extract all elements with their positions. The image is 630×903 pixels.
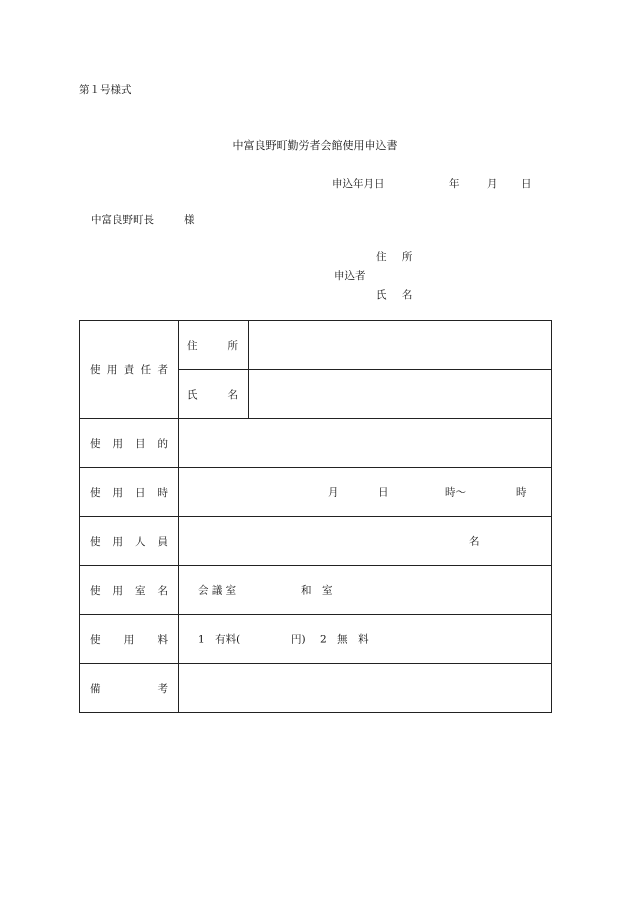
label-char: 備: [90, 682, 101, 695]
datetime-from-hour: 時～: [445, 486, 466, 499]
fee-option-paid[interactable]: 1 有料(: [198, 633, 241, 646]
datetime-day: 日: [378, 486, 389, 499]
purpose-input[interactable]: [179, 419, 552, 468]
label-char: 的: [157, 437, 168, 450]
application-date-year: 年: [449, 178, 460, 190]
label-char: 任: [140, 364, 152, 376]
responsible-address-label-cell: [179, 321, 249, 370]
purpose-label: [90, 436, 178, 451]
responsible-address-row: [80, 321, 552, 370]
application-date-month: 月: [487, 178, 498, 190]
attendees-input[interactable]: [179, 517, 552, 566]
remarks-label-cell: [80, 664, 179, 713]
room-row: [80, 566, 552, 615]
label-char: 室: [135, 584, 146, 597]
label-char: 者: [157, 364, 168, 376]
fee-option-free[interactable]: 2 無 料: [320, 633, 369, 646]
application-date-day: 日: [521, 178, 532, 190]
label-char: 所: [227, 339, 238, 352]
purpose-row: [80, 419, 552, 468]
applicant-label: 申込者: [334, 270, 366, 282]
document-title: 中富良野町勤労者会館使用申込書: [232, 139, 398, 152]
datetime-input[interactable]: [179, 468, 552, 517]
applicant-name-label: 氏 名: [376, 289, 419, 301]
label-char: 用: [112, 584, 123, 597]
remarks-label: [90, 681, 178, 696]
datetime-month: 月: [328, 486, 339, 499]
label-char: 住: [187, 339, 198, 352]
room-input[interactable]: [179, 566, 552, 615]
application-date-label: 申込年月日: [332, 178, 385, 190]
label-char: 日: [135, 486, 146, 499]
remarks-row: [80, 664, 552, 713]
label-char: 名: [227, 388, 238, 401]
fee-row: [80, 615, 552, 664]
datetime-row: [80, 468, 552, 517]
label-char: 使: [90, 486, 101, 499]
fee-label-cell: [80, 615, 179, 664]
label-char: 時: [157, 486, 168, 499]
purpose-label-cell: [80, 419, 179, 468]
room-label-cell: [80, 566, 179, 615]
datetime-label: [90, 485, 178, 500]
attendees-label-cell: [80, 517, 179, 566]
label-char: 使: [90, 535, 101, 548]
fee-input[interactable]: [179, 615, 552, 664]
label-char: 用: [112, 535, 123, 548]
addressee-name: 中富良野町長: [91, 214, 154, 226]
label-char: 用: [106, 364, 118, 376]
label-char: 用: [112, 437, 123, 450]
responsible-address-input[interactable]: [249, 321, 552, 370]
responsible-name-input[interactable]: [249, 370, 552, 419]
label-char: 使: [90, 364, 101, 376]
label-char: 目: [135, 437, 146, 450]
remarks-input[interactable]: [179, 664, 552, 713]
room-option-japanese[interactable]: 和 室: [301, 584, 333, 597]
label-char: 用: [123, 633, 135, 646]
fee-label: [90, 632, 178, 647]
label-char: 使: [90, 437, 101, 450]
responsible-person-label-cell: [80, 321, 179, 419]
responsible-name-label: [187, 387, 248, 402]
room-option-meeting[interactable]: 会 議 室: [198, 584, 237, 597]
label-char: 使: [90, 633, 101, 646]
label-char: 人: [135, 535, 146, 548]
label-char: 氏: [187, 388, 198, 401]
label-char: 考: [157, 682, 168, 695]
fee-yen: 円): [291, 633, 306, 646]
responsible-name-label-cell: [179, 370, 249, 419]
room-label: [90, 583, 178, 598]
responsible-address-label: [187, 338, 248, 353]
label-char: 料: [157, 633, 168, 646]
attendees-label: [90, 534, 178, 549]
responsible-person-label: [90, 362, 178, 377]
attendees-row: [80, 517, 552, 566]
form-number: 第１号様式: [79, 84, 132, 96]
attendees-unit: 名: [469, 535, 480, 548]
application-form-table: [79, 320, 552, 713]
label-char: 責: [123, 364, 135, 376]
datetime-label-cell: [80, 468, 179, 517]
label-char: 名: [157, 584, 168, 597]
addressee-suffix: 様: [184, 214, 195, 226]
applicant-address-label: 住 所: [376, 251, 419, 263]
label-char: 使: [90, 584, 101, 597]
label-char: 用: [112, 486, 123, 499]
label-char: 員: [157, 535, 168, 548]
datetime-to-hour: 時: [516, 486, 527, 499]
